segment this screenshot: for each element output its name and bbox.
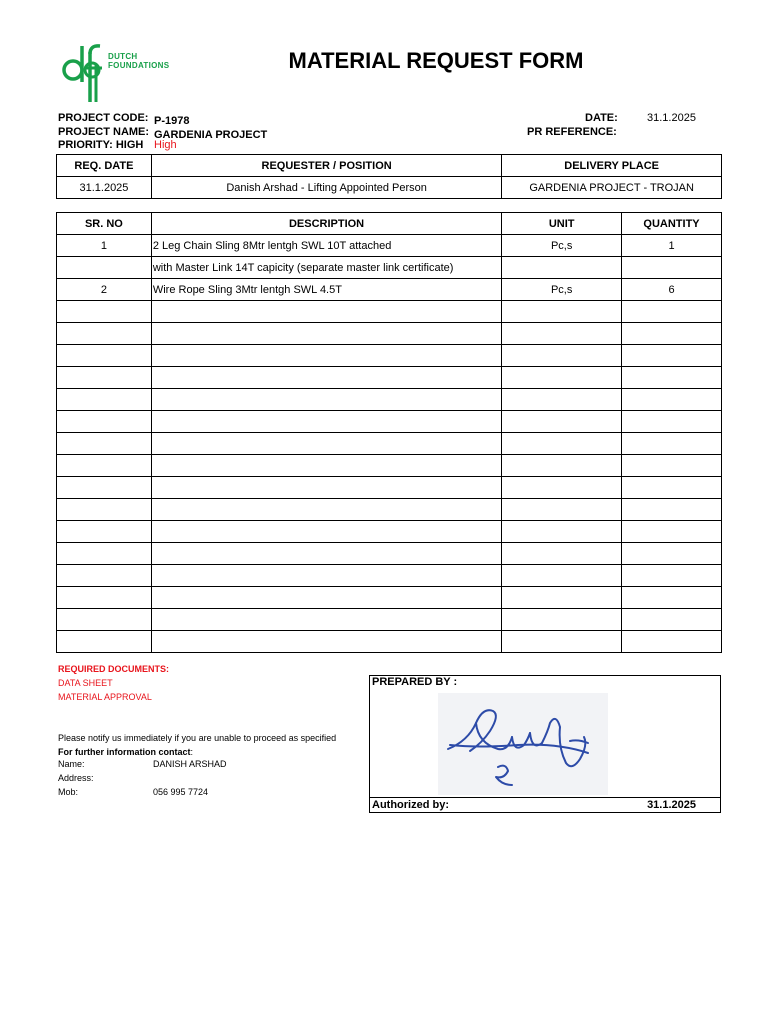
authorized-by-label: Authorized by: — [372, 799, 449, 811]
table-row-empty — [57, 411, 722, 433]
name-value: DANISH ARSHAD — [153, 759, 227, 769]
quantity-cell — [622, 301, 722, 323]
prepared-by-label: PREPARED BY : — [372, 676, 458, 688]
signature-icon — [438, 693, 608, 795]
mob-label: Mob: — [58, 787, 79, 797]
project-code-label: PROJECT CODE: — [58, 112, 149, 124]
prepared-by-box — [369, 675, 721, 813]
quantity-cell: 1 — [622, 235, 722, 257]
description-cell — [151, 323, 501, 345]
unit-cell — [502, 345, 622, 367]
sr-no-cell — [57, 367, 152, 389]
unit-cell — [502, 499, 622, 521]
contact-heading-text: For further information contact — [58, 747, 191, 757]
request-table — [56, 154, 722, 199]
description-cell — [151, 631, 501, 653]
description-cell — [151, 543, 501, 565]
description-cell — [151, 345, 501, 367]
quantity-cell — [622, 345, 722, 367]
name-label: Name: — [58, 759, 85, 769]
description-cell — [151, 477, 501, 499]
quantity-cell — [622, 565, 722, 587]
table-row — [57, 235, 722, 257]
description-cell — [151, 499, 501, 521]
items-table — [56, 212, 722, 653]
sr-no-cell — [57, 257, 152, 279]
quantity-cell — [622, 367, 722, 389]
required-documents — [58, 662, 169, 704]
table-row-empty — [57, 433, 722, 455]
unit-cell — [502, 587, 622, 609]
unit-cell — [502, 367, 622, 389]
sr-no-cell — [57, 345, 152, 367]
sr-no-cell — [57, 521, 152, 543]
sr-no-cell — [57, 433, 152, 455]
requester-header: REQUESTER / POSITION — [151, 155, 501, 177]
description-cell — [151, 565, 501, 587]
description-cell: with Master Link 14T capicity (separate master link certificate) — [151, 257, 501, 279]
required-documents-title: REQUIRED DOCUMENTS: — [58, 664, 170, 674]
sr-no-cell — [57, 543, 152, 565]
table-row-empty — [57, 631, 722, 653]
unit-cell: Pc,s — [502, 279, 622, 301]
table-row — [57, 279, 722, 301]
date-label: DATE: — [585, 112, 618, 124]
quantity-cell — [622, 257, 722, 279]
authorized-date: 31.1.2025 — [647, 799, 696, 811]
quantity-cell — [622, 411, 722, 433]
document-item: DATA SHEET — [58, 678, 113, 688]
table-row — [57, 257, 722, 279]
unit-cell — [502, 301, 622, 323]
document-item: MATERIAL APPROVAL — [58, 692, 152, 702]
table-row-empty — [57, 565, 722, 587]
sr-no-cell: 1 — [57, 235, 152, 257]
address-label: Address: — [58, 773, 94, 783]
quantity-cell — [622, 499, 722, 521]
quantity-cell — [622, 631, 722, 653]
description-cell — [151, 455, 501, 477]
logo-text-line2: FOUNDATIONS — [108, 61, 170, 70]
quantity-cell — [622, 521, 722, 543]
table-row-empty — [57, 587, 722, 609]
requester-cell: Danish Arshad - Lifting Appointed Person — [151, 177, 501, 199]
quantity-cell: 6 — [622, 279, 722, 301]
sr-no-cell — [57, 565, 152, 587]
unit-cell — [502, 521, 622, 543]
quantity-cell — [622, 389, 722, 411]
authorized-divider — [370, 797, 720, 798]
contact-heading — [58, 745, 336, 759]
delivery-place-header: DELIVERY PLACE — [502, 155, 722, 177]
table-row-empty — [57, 477, 722, 499]
description-cell — [151, 411, 501, 433]
unit-cell — [502, 477, 622, 499]
quantity-cell — [622, 477, 722, 499]
description-header: DESCRIPTION — [151, 213, 501, 235]
sr-no-cell — [57, 389, 152, 411]
unit-cell — [502, 455, 622, 477]
unit-cell — [502, 565, 622, 587]
quantity-cell — [622, 433, 722, 455]
unit-cell: Pc,s — [502, 235, 622, 257]
description-cell — [151, 367, 501, 389]
quantity-cell — [622, 323, 722, 345]
quantity-cell — [622, 543, 722, 565]
table-row-empty — [57, 323, 722, 345]
mob-value: 056 995 7724 — [153, 787, 209, 797]
sr-no-cell — [57, 631, 152, 653]
unit-cell — [502, 543, 622, 565]
table-row-empty — [57, 609, 722, 631]
unit-cell — [502, 609, 622, 631]
priority-label: PRIORITY: HIGH — [58, 139, 144, 151]
delivery-place-cell: GARDENIA PROJECT - TROJAN — [502, 177, 722, 199]
notice-text: Please notify us immediately if you are unable to proceed as specified — [58, 733, 337, 743]
quantity-cell — [622, 609, 722, 631]
quantity-cell — [622, 587, 722, 609]
table-row-empty — [57, 521, 722, 543]
table-row-empty — [57, 543, 722, 565]
sr-no-cell — [57, 499, 152, 521]
quantity-header: QUANTITY — [622, 213, 722, 235]
contact-heading-colon: : — [190, 747, 194, 757]
sr-no-cell — [57, 477, 152, 499]
unit-cell — [502, 323, 622, 345]
unit-cell — [502, 433, 622, 455]
table-row-empty — [57, 345, 722, 367]
request-table-header — [57, 155, 722, 177]
quantity-cell — [622, 455, 722, 477]
sr-no-cell — [57, 455, 152, 477]
description-cell: 2 Leg Chain Sling 8Mtr lentgh SWL 10T attached — [151, 235, 501, 257]
description-cell — [151, 587, 501, 609]
date-value: 31.1.2025 — [647, 112, 696, 124]
items-table-header — [57, 213, 722, 235]
req-date-cell: 31.1.2025 — [57, 177, 152, 199]
unit-cell — [502, 257, 622, 279]
description-cell — [151, 433, 501, 455]
sr-no-cell — [57, 323, 152, 345]
project-name-value: GARDENIA PROJECT — [154, 129, 268, 141]
page-title: MATERIAL REQUEST FORM — [288, 48, 584, 73]
description-cell — [151, 301, 501, 323]
sr-no-cell — [57, 609, 152, 631]
pr-reference-label: PR REFERENCE: — [527, 126, 617, 138]
project-code-value: P-1978 — [154, 115, 190, 127]
description-cell — [151, 389, 501, 411]
description-cell: Wire Rope Sling 3Mtr lentgh SWL 4.5T — [151, 279, 501, 301]
table-row-empty — [57, 389, 722, 411]
table-row-empty — [57, 499, 722, 521]
sr-no-cell — [57, 301, 152, 323]
priority-value: High — [154, 139, 177, 151]
project-name-label: PROJECT NAME: — [58, 126, 150, 138]
description-cell — [151, 521, 501, 543]
unit-cell — [502, 389, 622, 411]
request-table-row — [57, 177, 722, 199]
table-row-empty — [57, 367, 722, 389]
logo-text-line1: DUTCH — [108, 52, 138, 61]
notice-block — [58, 731, 336, 759]
sr-no-header: SR. NO — [57, 213, 152, 235]
description-cell — [151, 609, 501, 631]
sr-no-cell — [57, 411, 152, 433]
req-date-header: REQ. DATE — [57, 155, 152, 177]
table-row-empty — [57, 301, 722, 323]
unit-header: UNIT — [502, 213, 622, 235]
sr-no-cell — [57, 587, 152, 609]
sr-no-cell: 2 — [57, 279, 152, 301]
unit-cell — [502, 631, 622, 653]
table-row-empty — [57, 455, 722, 477]
unit-cell — [502, 411, 622, 433]
signature-image — [438, 693, 608, 795]
